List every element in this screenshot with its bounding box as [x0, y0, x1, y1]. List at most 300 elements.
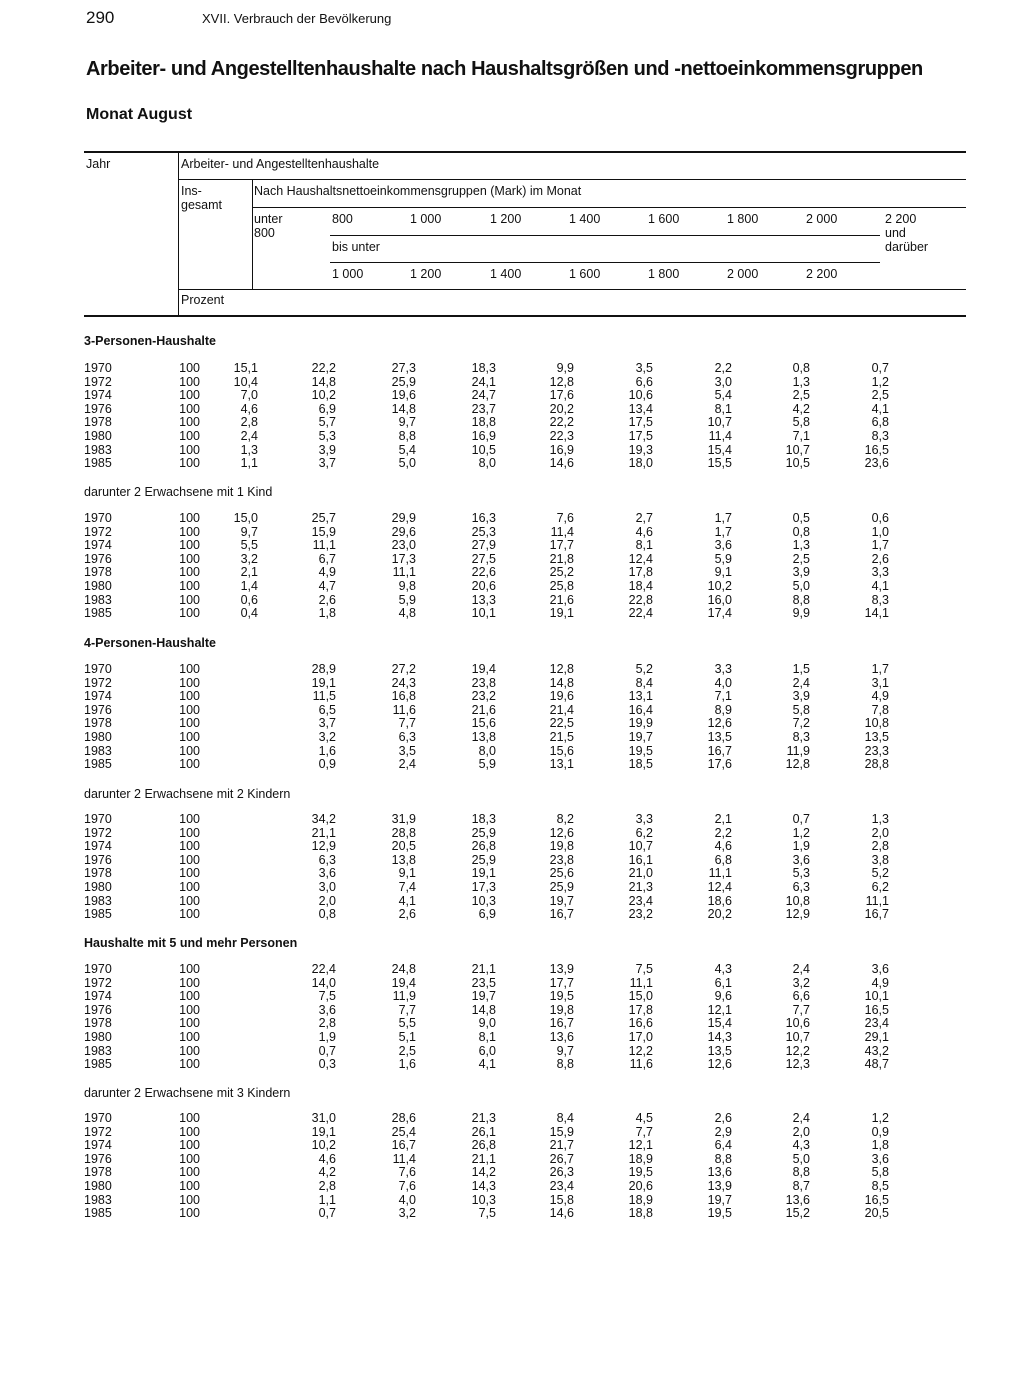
value-cell: 15,4 [707, 442, 732, 457]
value-cell: 18,6 [707, 893, 732, 908]
value-cell: 21,6 [471, 702, 496, 717]
value-cell: 19,3 [628, 442, 653, 457]
header-bottom-rule [84, 315, 966, 317]
header-upper-bound: 2 000 [727, 267, 759, 281]
table-row [84, 963, 889, 977]
value-cell: 4,9 [871, 975, 889, 990]
value-cell: 16,5 [864, 442, 889, 457]
table-row [84, 908, 889, 922]
value-cell: 7,8 [871, 702, 889, 717]
value-cell: 18,8 [471, 415, 496, 430]
table-row [84, 539, 889, 553]
header-lower-bound: 1 400 [569, 212, 601, 226]
year-cell: 1974 [84, 388, 112, 403]
value-cell: 10,5 [785, 456, 810, 471]
value-cell: 7,7 [635, 1124, 653, 1139]
value-cell: 16,1 [628, 852, 653, 867]
total-cell: 100 [179, 962, 200, 976]
value-cell: 17,6 [707, 757, 732, 772]
value-cell: 4,1 [478, 1057, 496, 1072]
value-cell: 24,8 [391, 962, 416, 976]
value-cell: 20,6 [471, 578, 496, 593]
year-cell: 1970 [84, 662, 112, 676]
total-cell: 100 [179, 702, 200, 717]
value-cell: 1,7 [871, 538, 889, 553]
value-cell: 11,5 [312, 689, 336, 704]
total-cell: 100 [179, 662, 200, 676]
header-top-group-2: und [885, 226, 906, 240]
header-lower-bound: 1 200 [490, 212, 522, 226]
value-cell: 2,2 [714, 825, 732, 840]
value-cell: 26,3 [549, 1165, 574, 1180]
value-cell: 3,9 [318, 442, 336, 457]
value-cell: 21,3 [471, 1111, 496, 1125]
total-cell: 100 [179, 565, 200, 580]
value-cell: 4,6 [635, 524, 653, 539]
year-cell: 1983 [84, 592, 112, 607]
table-row [84, 376, 889, 390]
value-cell: 29,9 [391, 511, 416, 525]
value-cell: 21,6 [549, 592, 574, 607]
data-block [84, 1112, 889, 1221]
value-cell: 15,9 [549, 1124, 574, 1139]
year-cell: 1972 [84, 1124, 112, 1139]
value-cell: 16,7 [549, 1016, 574, 1031]
table-row [84, 881, 889, 895]
value-cell: 5,8 [871, 1165, 889, 1180]
header-rule-2 [252, 207, 966, 208]
value-cell: 24,3 [391, 675, 416, 690]
value-cell: 8,7 [792, 1178, 810, 1193]
value-cell: 21,1 [471, 1151, 496, 1166]
value-cell: 18,3 [471, 812, 496, 826]
table-row [84, 526, 889, 540]
table-row [84, 594, 889, 608]
value-cell: 19,6 [391, 388, 416, 403]
value-cell: 0,9 [871, 1124, 889, 1139]
value-cell: 17,0 [628, 1029, 653, 1044]
value-cell: 23,7 [471, 401, 496, 416]
value-cell: 9,7 [556, 1043, 574, 1058]
page-number: 290 [86, 8, 115, 27]
total-cell: 100 [179, 442, 200, 457]
year-cell: 1972 [84, 825, 112, 840]
value-cell: 10,2 [311, 388, 336, 403]
value-cell: 0,5 [792, 511, 810, 525]
value-cell: 5,4 [714, 388, 732, 403]
value-cell: 3,2 [792, 975, 810, 990]
value-cell: 4,1 [871, 578, 889, 593]
value-cell: 20,6 [628, 1178, 653, 1193]
header-lower-bound: 2 000 [806, 212, 838, 226]
value-cell: 4,8 [398, 606, 416, 621]
year-cell: 1980 [84, 1178, 112, 1193]
value-cell: 3,5 [635, 361, 653, 375]
value-cell: 29,1 [864, 1029, 889, 1044]
total-cell: 100 [179, 1124, 200, 1139]
value-cell: 23,8 [471, 675, 496, 690]
value-cell: 19,9 [628, 716, 653, 731]
value-cell: 3,0 [714, 374, 732, 389]
data-block [84, 362, 889, 471]
value-cell: 8,8 [792, 592, 810, 607]
value-cell: 6,6 [635, 374, 653, 389]
total-cell: 100 [179, 975, 200, 990]
value-cell: 5,0 [792, 578, 810, 593]
value-cell: 12,4 [628, 551, 653, 566]
value-cell: 1,2 [792, 825, 810, 840]
value-cell: 13,8 [471, 729, 496, 744]
value-cell: 11,9 [392, 989, 416, 1004]
table-row [84, 977, 889, 991]
value-cell: 8,8 [714, 1151, 732, 1166]
value-cell: 4,2 [792, 401, 810, 416]
year-cell: 1972 [84, 524, 112, 539]
value-cell: 17,7 [549, 975, 574, 990]
value-cell: 12,8 [549, 374, 574, 389]
total-cell: 100 [179, 1029, 200, 1044]
value-cell: 10,7 [785, 442, 810, 457]
value-cell: 10,2 [311, 1138, 336, 1153]
year-cell: 1980 [84, 729, 112, 744]
value-cell: 9,7 [240, 524, 258, 539]
value-cell: 18,0 [628, 456, 653, 471]
value-cell: 10,7 [707, 415, 732, 430]
value-cell: 19,5 [707, 1206, 732, 1221]
value-cell: 26,1 [471, 1124, 496, 1139]
value-cell: 20,5 [864, 1206, 889, 1221]
year-cell: 1974 [84, 538, 112, 553]
value-cell: 4,6 [240, 401, 258, 416]
value-cell: 21,3 [628, 879, 653, 894]
value-cell: 11,4 [550, 524, 574, 539]
value-cell: 13,6 [785, 1192, 810, 1207]
value-cell: 5,9 [398, 592, 416, 607]
header-upper-bound: 1 400 [490, 267, 522, 281]
value-cell: 24,7 [471, 388, 496, 403]
value-cell: 4,3 [714, 962, 732, 976]
table-row [84, 512, 889, 526]
value-cell: 17,6 [549, 388, 574, 403]
section-title: Haushalte mit 5 und mehr Personen [84, 936, 298, 950]
value-cell: 25,6 [549, 866, 574, 881]
value-cell: 12,1 [707, 1002, 732, 1017]
value-cell: 13,4 [628, 401, 653, 416]
value-cell: 10,8 [864, 716, 889, 731]
value-cell: 16,7 [864, 907, 889, 922]
value-cell: 1,2 [871, 1111, 889, 1125]
value-cell: 0,8 [318, 907, 336, 922]
table-row [84, 717, 889, 731]
value-cell: 11,9 [786, 743, 810, 758]
total-cell: 100 [179, 551, 200, 566]
value-cell: 13,5 [864, 729, 889, 744]
value-cell: 18,5 [628, 757, 653, 772]
table-row [84, 1166, 889, 1180]
value-cell: 4,9 [318, 565, 336, 580]
value-cell: 17,3 [471, 879, 496, 894]
value-cell: 22,2 [311, 361, 336, 375]
value-cell: 25,8 [549, 578, 574, 593]
value-cell: 5,1 [398, 1029, 416, 1044]
value-cell: 5,0 [398, 456, 416, 471]
total-cell: 100 [179, 757, 200, 772]
value-cell: 2,4 [792, 1111, 810, 1125]
value-cell: 21,4 [549, 702, 574, 717]
value-cell: 15,0 [628, 989, 653, 1004]
value-cell: 0,6 [240, 592, 258, 607]
value-cell: 7,1 [792, 428, 810, 443]
section-title: 3-Personen-Haushalte [84, 334, 216, 348]
table-row [84, 403, 889, 417]
value-cell: 17,5 [628, 428, 653, 443]
total-cell: 100 [179, 388, 200, 403]
value-cell: 2,8 [871, 839, 889, 854]
year-cell: 1972 [84, 675, 112, 690]
total-cell: 100 [179, 428, 200, 443]
total-cell: 100 [179, 538, 200, 553]
value-cell: 18,3 [471, 361, 496, 375]
value-cell: 8,3 [792, 729, 810, 744]
value-cell: 3,7 [318, 456, 336, 471]
year-cell: 1976 [84, 401, 112, 416]
page-subtitle: Monat August [86, 106, 193, 123]
value-cell: 17,8 [628, 565, 653, 580]
value-cell: 15,2 [785, 1206, 810, 1221]
value-cell: 5,5 [398, 1016, 416, 1031]
value-cell: 21,8 [549, 551, 574, 566]
value-cell: 13,9 [707, 1178, 732, 1193]
value-cell: 2,5 [871, 388, 889, 403]
value-cell: 9,1 [398, 866, 416, 881]
header-upper-bound: 1 600 [569, 267, 601, 281]
value-cell: 8,1 [635, 538, 653, 553]
value-cell: 2,2 [714, 361, 732, 375]
value-cell: 15,1 [233, 361, 258, 375]
value-cell: 19,1 [311, 675, 336, 690]
value-cell: 17,4 [707, 606, 732, 621]
value-cell: 21,5 [549, 729, 574, 744]
value-cell: 7,5 [635, 962, 653, 976]
value-cell: 8,3 [871, 592, 889, 607]
value-cell: 23,5 [471, 975, 496, 990]
value-cell: 4,9 [871, 689, 889, 704]
value-cell: 2,1 [714, 812, 732, 826]
value-cell: 6,4 [714, 1138, 732, 1153]
year-cell: 1978 [84, 1165, 112, 1180]
value-cell: 10,2 [707, 578, 732, 593]
value-cell: 16,6 [628, 1016, 653, 1031]
value-cell: 1,1 [240, 456, 258, 471]
value-cell: 2,7 [635, 511, 653, 525]
value-cell: 8,2 [556, 812, 574, 826]
table-row [84, 416, 889, 430]
value-cell: 16,4 [628, 702, 653, 717]
year-cell: 1978 [84, 716, 112, 731]
header-bis-unter: bis unter [332, 240, 380, 254]
table-row [84, 1031, 889, 1045]
table-row [84, 580, 889, 594]
value-cell: 7,5 [478, 1206, 496, 1221]
value-cell: 22,3 [549, 428, 574, 443]
value-cell: 3,6 [318, 866, 336, 881]
value-cell: 3,9 [792, 565, 810, 580]
value-cell: 19,5 [628, 743, 653, 758]
value-cell: 1,7 [714, 524, 732, 539]
value-cell: 10,1 [864, 989, 889, 1004]
total-cell: 100 [179, 729, 200, 744]
value-cell: 15,5 [707, 456, 732, 471]
total-cell: 100 [179, 839, 200, 854]
table-row [84, 1207, 889, 1221]
value-cell: 19,5 [549, 989, 574, 1004]
year-cell: 1974 [84, 839, 112, 854]
value-cell: 19,1 [549, 606, 574, 621]
value-cell: 4,1 [871, 401, 889, 416]
value-cell: 21,7 [549, 1138, 574, 1153]
value-cell: 3,3 [714, 662, 732, 676]
table-row [84, 677, 889, 691]
value-cell: 4,0 [398, 1192, 416, 1207]
value-cell: 23,6 [864, 456, 889, 471]
value-cell: 16,7 [549, 907, 574, 922]
header-lower-bound: 1 600 [648, 212, 680, 226]
value-cell: 17,8 [628, 1002, 653, 1017]
value-cell: 26,8 [471, 839, 496, 854]
data-block [84, 813, 889, 922]
value-cell: 12,4 [707, 879, 732, 894]
total-cell: 100 [179, 1151, 200, 1166]
value-cell: 26,8 [471, 1138, 496, 1153]
total-cell: 100 [179, 989, 200, 1004]
value-cell: 17,7 [549, 538, 574, 553]
value-cell: 6,5 [318, 702, 336, 717]
running-head: XVII. Verbrauch der Bevölkerung [202, 11, 392, 26]
value-cell: 7,7 [398, 716, 416, 731]
value-cell: 1,3 [240, 442, 258, 457]
value-cell: 7,0 [240, 388, 258, 403]
value-cell: 2,4 [240, 428, 258, 443]
value-cell: 3,6 [871, 1151, 889, 1166]
value-cell: 25,3 [471, 524, 496, 539]
value-cell: 20,2 [707, 907, 732, 922]
value-cell: 3,2 [318, 729, 336, 744]
value-cell: 2,6 [398, 907, 416, 922]
year-cell: 1983 [84, 743, 112, 758]
value-cell: 13,3 [471, 592, 496, 607]
value-cell: 1,8 [318, 606, 336, 621]
value-cell: 27,3 [391, 361, 416, 375]
value-cell: 2,6 [714, 1111, 732, 1125]
header-divider-insgesamt [252, 180, 253, 290]
value-cell: 15,8 [549, 1192, 574, 1207]
value-cell: 5,3 [792, 866, 810, 881]
value-cell: 8,4 [556, 1111, 574, 1125]
value-cell: 3,6 [871, 962, 889, 976]
value-cell: 3,3 [635, 812, 653, 826]
value-cell: 19,5 [628, 1165, 653, 1180]
value-cell: 11,1 [392, 565, 416, 580]
value-cell: 25,9 [471, 852, 496, 867]
value-cell: 10,5 [471, 442, 496, 457]
table-row [84, 1194, 889, 1208]
value-cell: 18,9 [628, 1151, 653, 1166]
value-cell: 0,8 [792, 361, 810, 375]
total-cell: 100 [179, 716, 200, 731]
value-cell: 9,6 [714, 989, 732, 1004]
value-cell: 5,2 [871, 866, 889, 881]
value-cell: 6,8 [871, 415, 889, 430]
page-title: Arbeiter- und Angestelltenhaushalte nach Haushaltsgrößen und -nettoeinkommensgruppen [86, 58, 923, 80]
table-row [84, 430, 889, 444]
value-cell: 12,8 [549, 662, 574, 676]
total-cell: 100 [179, 1016, 200, 1031]
value-cell: 22,6 [471, 565, 496, 580]
year-cell: 1980 [84, 1029, 112, 1044]
value-cell: 28,8 [864, 757, 889, 772]
header-lower-bound: 1 000 [410, 212, 442, 226]
value-cell: 1,3 [792, 374, 810, 389]
header-insgesamt-2: gesamt [181, 198, 222, 212]
value-cell: 7,4 [398, 879, 416, 894]
value-cell: 14,2 [471, 1165, 496, 1180]
value-cell: 4,6 [318, 1151, 336, 1166]
value-cell: 25,7 [311, 511, 336, 525]
year-cell: 1983 [84, 893, 112, 908]
table-row [84, 1045, 889, 1059]
value-cell: 8,1 [478, 1029, 496, 1044]
value-cell: 14,0 [311, 975, 336, 990]
value-cell: 3,6 [318, 1002, 336, 1017]
value-cell: 12,8 [785, 757, 810, 772]
header-divider-jahr [178, 152, 179, 316]
table-row [84, 553, 889, 567]
header-rule-4 [330, 262, 880, 263]
value-cell: 6,2 [635, 825, 653, 840]
table-row [84, 731, 889, 745]
value-cell: 23,2 [628, 907, 653, 922]
value-cell: 6,1 [714, 975, 732, 990]
value-cell: 6,9 [318, 401, 336, 416]
value-cell: 22,8 [628, 592, 653, 607]
value-cell: 11,1 [708, 866, 732, 881]
value-cell: 1,0 [871, 524, 889, 539]
table-row [84, 1126, 889, 1140]
value-cell: 9,0 [478, 1016, 496, 1031]
total-cell: 100 [179, 689, 200, 704]
value-cell: 7,7 [792, 1002, 810, 1017]
value-cell: 3,6 [792, 852, 810, 867]
value-cell: 23,2 [471, 689, 496, 704]
value-cell: 8,0 [478, 456, 496, 471]
total-cell: 100 [179, 1165, 200, 1180]
section-title: darunter 2 Erwachsene mit 2 Kindern [84, 787, 291, 801]
value-cell: 16,7 [707, 743, 732, 758]
value-cell: 15,4 [707, 1016, 732, 1031]
value-cell: 0,9 [318, 757, 336, 772]
value-cell: 4,0 [714, 675, 732, 690]
table-row [84, 854, 889, 868]
year-cell: 1974 [84, 989, 112, 1004]
value-cell: 7,1 [714, 689, 732, 704]
value-cell: 0,7 [318, 1206, 336, 1221]
value-cell: 28,9 [311, 662, 336, 676]
year-cell: 1972 [84, 374, 112, 389]
table-row [84, 990, 889, 1004]
value-cell: 8,8 [398, 428, 416, 443]
header-top-group-3: darüber [885, 240, 929, 254]
year-cell: 1985 [84, 456, 112, 471]
